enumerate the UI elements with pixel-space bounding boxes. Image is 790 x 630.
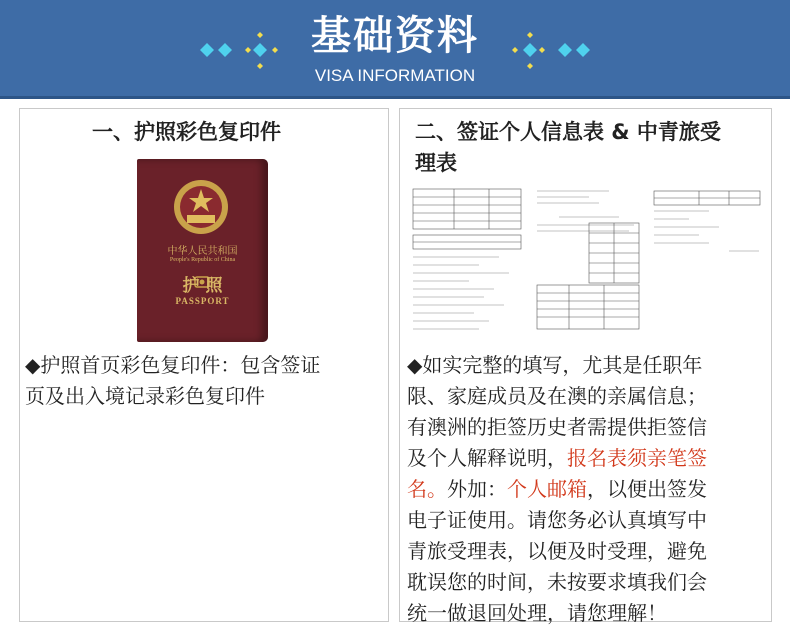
signature-required-notice: 报名表须亲笔签 [567,446,707,470]
forms-description-line-2: 限、家庭成员及在澳的亲属信息； [407,384,707,408]
page-title: 基础资料 [311,13,479,59]
forms-description-text: 及个人解释说明， [407,446,567,470]
passport-cover-country: 中华人民共和国 [167,246,238,257]
visa-forms-panel [399,108,772,625]
signature-required-notice-end: 名。 [407,477,447,501]
passport-section-title: 一、护照彩色复印件 [92,120,281,144]
forms-description-line-8: 耽误您的时间，未按要求填我们会 [407,570,707,594]
forms-description-text: 外加： [447,477,507,501]
forms-description-line-7: 青旅受理表，以便及时受理，避免 [407,539,707,563]
forms-section-title-line-2: 理表 [415,151,457,175]
forms-description-line-3: 有澳洲的拒签历史者需提供拒签信 [407,415,707,439]
forms-description-line-9: 统一做退回处理，请您理解！ [407,601,667,625]
header-banner [0,0,790,99]
forms-description-line-6: 电子证使用。请您务必认真填写中 [407,508,707,532]
personal-email-notice: 个人邮箱 [507,477,587,501]
forms-description-line-4 [407,443,707,474]
forms-section-title-line-1: 二、签证个人信息表 & 中青旅受 [415,120,721,144]
passport-cover-country-en: People's Republic of China [169,257,236,263]
forms-description-text: ，以便出签发 [587,477,707,501]
application-form-sheets-icon [409,185,764,340]
passport-cover-image [137,159,268,342]
passport-copy-panel [19,108,389,622]
forms-description-line-5 [407,474,707,505]
visa-forms-preview-image [409,185,764,340]
passport-description-line-1: ◆护照首页彩色复印件：包含签证 [25,353,321,377]
passport-description-line-2: 页及出入境记录彩色复印件 [25,384,265,408]
passport-cover-label-en: PASSPORT [175,296,230,306]
page-subtitle: VISA INFORMATION [314,66,476,85]
forms-description-line-1: ◆如实完整的填写，尤其是任职年 [407,353,703,377]
passport-cover-label: 护 照 [182,276,223,296]
